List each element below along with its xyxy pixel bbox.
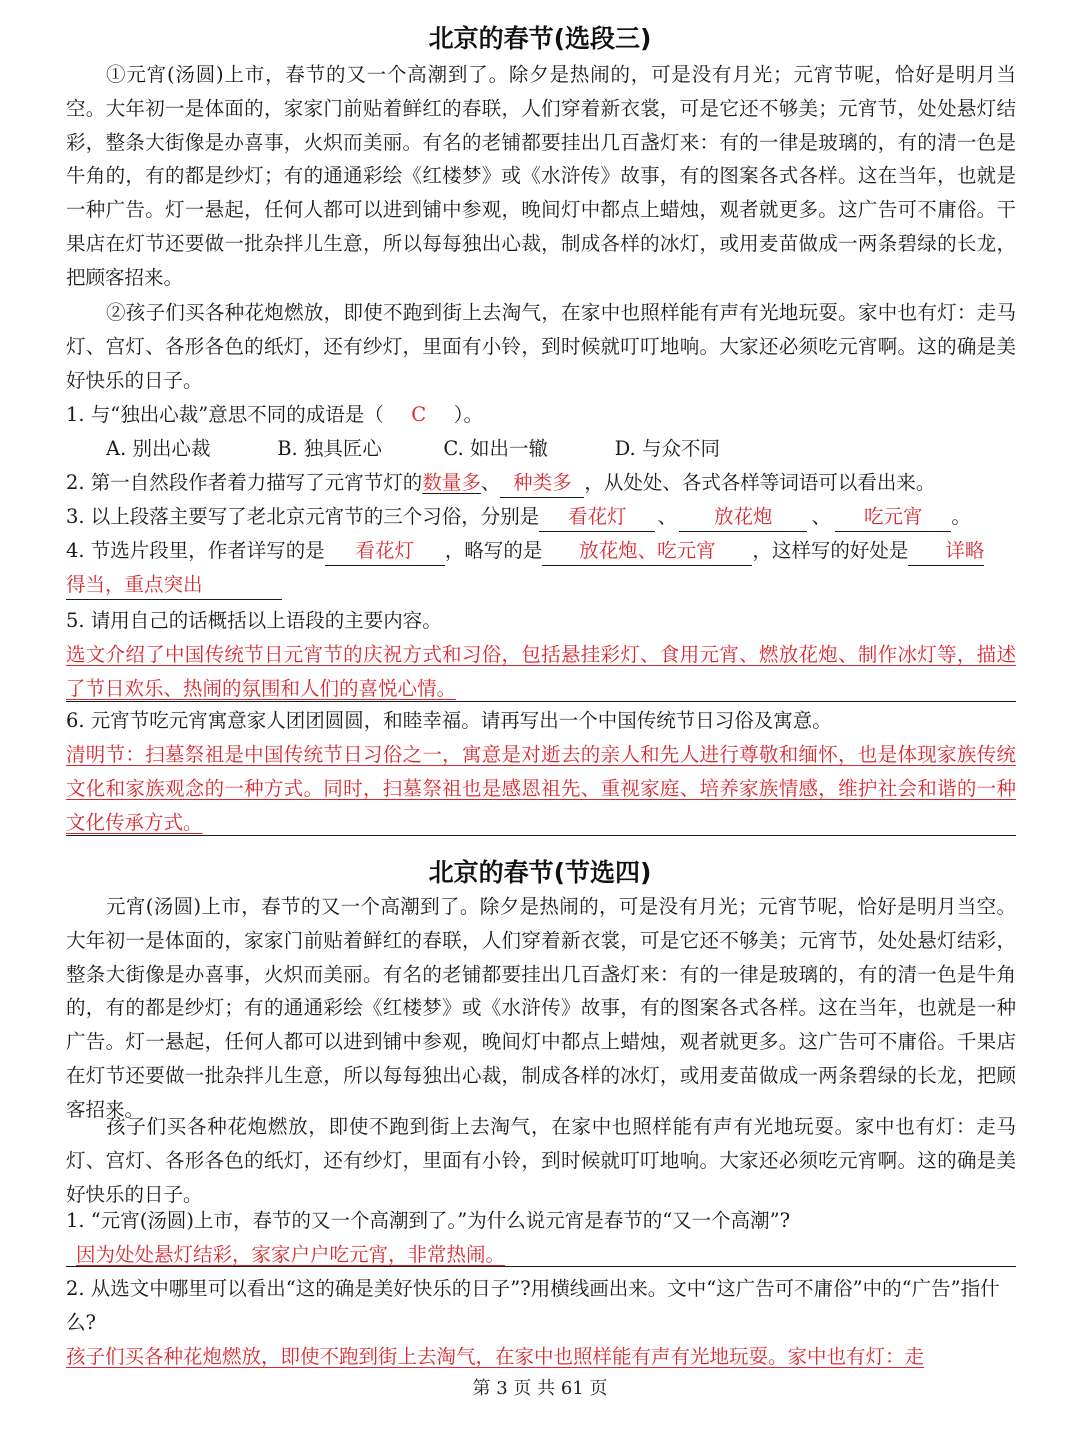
s1-q2-prefix: 2. 第一自然段作者着力描写了元宵节灯的 — [66, 471, 423, 494]
s1-q6-answer-rule — [66, 835, 1016, 836]
s1-q4-answer-3b: 得当，重点突出 — [66, 571, 282, 600]
s2-q2-answer: 孩子们买各种花炮燃放，即使不跑到街上去淘气，在家中也照样能有声有光地玩耍。家中也有灯：走 — [66, 1345, 925, 1368]
s1-q4-mid2: ，这样写的好处是 — [752, 539, 909, 562]
section1-title: 北京的春节(选段三) — [428, 24, 652, 53]
s1-q3-end: 。 — [951, 505, 971, 528]
section1-paragraph-2: ②孩子们买各种花炮燃放，即使不跑到街上去淘气，在家中也照样能有声有光地玩耍。家中也有灯：走马灯、宫灯、各形各色的纸灯，还有纱灯，里面有小铃，到时候就叮叮地响。大家还必须吃元宵啊。这的确是美好快乐的日子。 — [66, 301, 1016, 392]
s2-question-2: 2. 从选文中哪里可以看出“这的确是美好快乐的日子”?用横线画出来。文中“这广告可不庸俗”中的“广告”指什么? — [66, 1277, 1000, 1334]
s1-q1-options — [106, 432, 1006, 466]
s1-q3-sep-2: 、 — [811, 505, 832, 528]
s1-q3-answer-2: 放花炮 — [679, 503, 807, 532]
option-c: C. 如出一辙 — [443, 437, 549, 460]
s1-q5-answer-rule — [66, 701, 1016, 702]
s1-q4-answer-3a: 详略 — [908, 537, 984, 566]
s1-q4-answer-2: 放花炮、吃元宵 — [542, 537, 752, 566]
s1-q1-answer: C — [411, 403, 427, 426]
s1-q4-prefix: 4. 节选片段里，作者详写的是 — [66, 539, 325, 562]
section2-paragraph-1: 元宵(汤圆)上市，春节的又一个高潮到了。除夕是热闹的，可是没有月光；元宵节呢，恰好是明月当空。大年初一是体面的，家家门前贴着鲜红的春联，人们穿着新衣裳，可是它还不够美；元宵节，处处悬灯结彩，整条大街像是办喜事，火炽而美丽。有名的老铺都要挂出几百盏灯来：有的一律是玻璃的，有的清一色是牛角的，有的都是纱灯；有的通通彩绘《红楼梦》或《水浒传》故事，有的图案各式各样。这在当年，也就是一种广告。灯一悬起，任何人都可以进到铺中参观，晚间灯中都点上蜡烛，观者就更多。这广告可不庸俗。千果店在灯节还要做一批杂拌儿生意，所以每每独出心裁，制成各样的冰灯，或用麦苗做成一两条碧绿的长龙，把顾客招来。 — [66, 895, 1016, 1121]
s1-question-3 — [66, 500, 1016, 534]
s1-q6-answer: 清明节：扫墓祭祖是中国传统节日习俗之一，寓意是对逝去的亲人和先人进行尊敬和缅怀，也是体现家族传统文化和家族观念的一种方式。同时，扫墓祭祖也是感恩祖先、重视家庭、培养家族情感，维护社会和谐的一种文化传承方式。 — [66, 743, 1016, 834]
s1-question-4-cont — [66, 568, 1016, 602]
s2-q1-answer: 因为处处悬灯结彩，家家户户吃元宵，非常热闹。 — [76, 1243, 506, 1266]
section1-paragraph-1: ①元宵(汤圆)上市，春节的又一个高潮到了。除夕是热闹的，可是没有月光；元宵节呢，恰好是明月当空。大年初一是体面的，家家门前贴着鲜红的春联，人们穿着新衣裳，可是它还不够美；元宵节，处处悬灯结彩，整条大街像是办喜事，火炽而美丽。有名的老铺都要挂出几百盏灯来：有的一律是玻璃的，有的清一色是牛角的，有的都是纱灯；有的通通彩绘《红楼梦》或《水浒传》故事，有的图案各式各样。这在当年，也就是一种广告。灯一悬起，任何人都可以进到铺中参观，晚间灯中都点上蜡烛，观者就更多。这广告可不庸俗。干果店在灯节还要做一批杂拌儿生意，所以每每独出心裁，制成各样的冰灯，或用麦苗做成一两条碧绿的长龙，把顾客招来。 — [66, 63, 1016, 289]
s1-q2-answer-2: 种类多 — [500, 469, 584, 498]
s1-question-5: 5. 请用自己的话概括以上语段的主要内容。 — [66, 609, 442, 632]
page-number-footer: 第 3 页 共 61 页 — [472, 1378, 608, 1399]
option-d: D. 与众不同 — [614, 437, 720, 460]
s1-q4-mid: ，略写的是 — [444, 539, 543, 562]
s1-question-4 — [66, 534, 1016, 568]
s1-q1-suffix: ）。 — [453, 403, 484, 426]
s1-q1-prefix: 1. 与“独出心裁”意思不同的成语是（ — [66, 403, 384, 426]
s1-q4-answer-1: 看花灯 — [325, 537, 445, 566]
s1-q2-suffix: ，从处处、各式各样等词语可以看出来。 — [584, 471, 936, 494]
section2-title: 北京的春节(节选四) — [428, 858, 652, 887]
s1-question-2 — [66, 466, 1016, 500]
s2-q1-answer-rule — [66, 1266, 1016, 1267]
s1-question-6: 6. 元宵节吃元宵寓意家人团团圆圆，和睦幸福。请再写出一个中国传统节日习俗及寓意。 — [66, 709, 832, 732]
s1-question-1 — [66, 398, 1016, 432]
s1-q3-answer-3: 吃元宵 — [835, 503, 951, 532]
s1-q2-answer-1: 数量多 — [422, 471, 481, 494]
s2-question-1: 1. “元宵(汤圆)上市，春节的又一个高潮到了。”为什么说元宵是春节的“又一个高潮”? — [66, 1209, 791, 1232]
s1-q3-answer-1: 看花灯 — [539, 503, 655, 532]
s1-q3-prefix: 3. 以上段落主要写了老北京元宵节的三个习俗，分别是 — [66, 505, 540, 528]
s1-q3-sep-1: 、 — [657, 505, 678, 528]
s1-q5-answer: 选文介绍了中国传统节日元宵节的庆祝方式和习俗，包括悬挂彩灯、食用元宵、燃放花炮、制作冰灯等，描述了节日欢乐、热闹的氛围和人们的喜悦心情。 — [66, 643, 1016, 700]
option-a: A. 别出心裁 — [106, 437, 211, 460]
option-b: B. 独具匠心 — [277, 437, 382, 460]
s1-q2-sep: 、 — [480, 471, 501, 494]
section2-paragraph-2: 孩子们买各种花炮燃放，即使不跑到街上去淘气，在家中也照样能有声有光地玩耍。家中也有灯：走马灯、宫灯、各形各色的纸灯，还有纱灯，里面有小铃，到时候就叮叮地响。大家还必须吃元宵啊。这的确是美好快乐的日子。 — [66, 1115, 1016, 1206]
